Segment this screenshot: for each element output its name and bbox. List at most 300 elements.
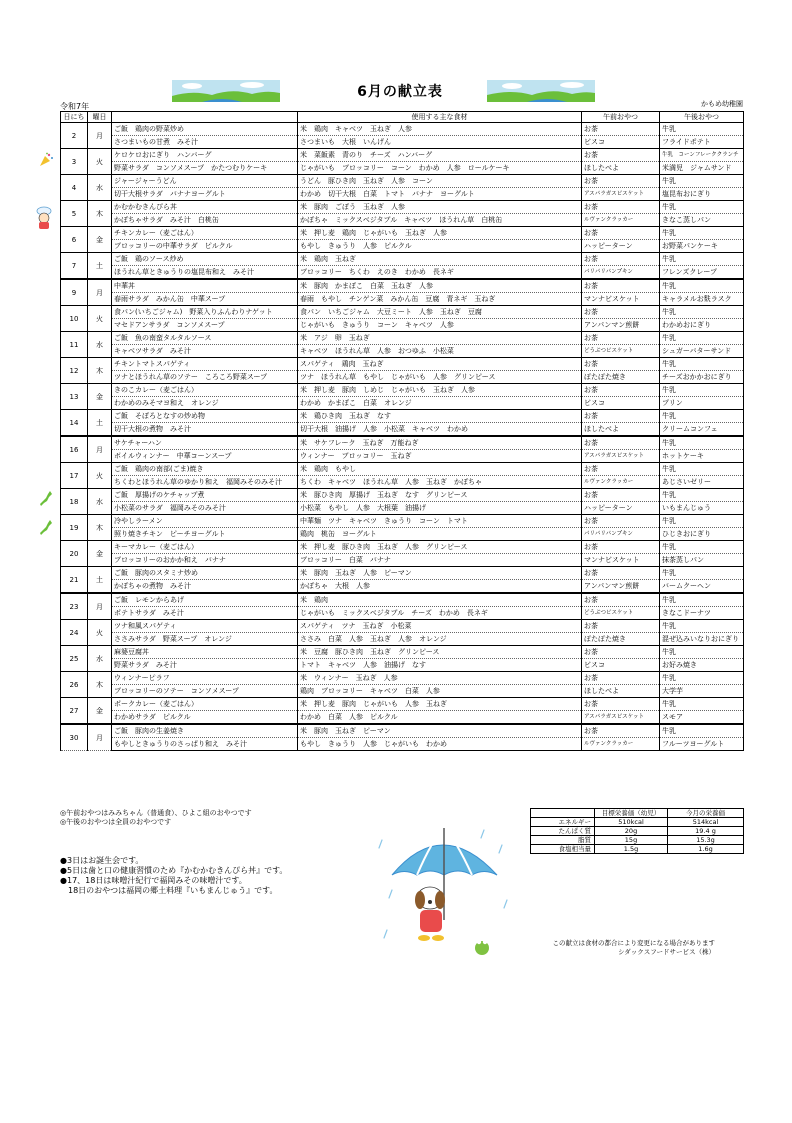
dow-cell: 月 [88, 724, 112, 751]
pm-snack-drink: 牛乳 [660, 489, 744, 502]
am-snack-item: ビスコ [582, 659, 660, 672]
table-row [61, 659, 744, 672]
pm-snack-item: バームクーヘン [660, 580, 744, 594]
ingredients-side: ツナ ほうれん草 もやし じゃがいも 人参 グリンピース [298, 371, 582, 384]
pm-snack-drink: 牛乳 [660, 279, 744, 293]
party-popper-icon [38, 152, 54, 168]
ingredients-side: わかめ 白菜 人参 ピルクル [298, 711, 582, 725]
table-row [61, 345, 744, 358]
header-menu [112, 112, 298, 123]
ingredients-main: 米 押し麦 豚肉 じゃがいも 人参 玉ねぎ [298, 698, 582, 711]
pm-snack-drink: 牛乳 [660, 672, 744, 685]
pm-snack-drink: 牛乳 [660, 463, 744, 476]
note-line: ◎午前おやつはみみちゃん（普通食）、ひよこ組のおやつです [60, 809, 252, 817]
menu-side: 切干大根サラダ バナナヨーグルト [112, 188, 298, 201]
menu-main: 中華丼 [112, 279, 298, 293]
am-snack-drink: お茶 [582, 149, 660, 162]
ingredients-main: 米 豚肉 かまぼこ 白菜 玉ねぎ 人参 [298, 279, 582, 293]
ingredients-main: 米 押し麦 豚肉 しめじ じゃがいも 玉ねぎ 人参 [298, 384, 582, 397]
am-snack-drink: お茶 [582, 567, 660, 580]
nutrient-value: 15g [595, 836, 668, 845]
table-row [61, 188, 744, 201]
am-snack-item: アンパンマン煎餅 [582, 580, 660, 594]
table-row [61, 123, 744, 136]
table-row [61, 528, 744, 541]
nutrient-name: エネルギー [531, 818, 595, 827]
landscape-banner-right [487, 80, 595, 102]
event-line: ●3日はお誕生会です。 [60, 856, 144, 865]
day-cell: 9 [61, 279, 88, 306]
nutrition-header [531, 809, 595, 818]
pm-snack-drink: 牛乳 [660, 646, 744, 659]
day-cell: 23 [61, 593, 88, 620]
menu-side: キャベツサラダ みそ汁 [112, 345, 298, 358]
am-snack-item: マンナビスケット [582, 554, 660, 567]
menu-side: もやしときゅうりのさっぱり和え みそ汁 [112, 738, 298, 751]
header-ingredients: 使用する主な食材 [298, 112, 582, 123]
dow-cell: 火 [88, 149, 112, 175]
am-snack-drink: お茶 [582, 123, 660, 136]
am-snack-item: ルヴァンクラッカー [582, 738, 660, 751]
dow-cell: 月 [88, 123, 112, 149]
pm-snack-item: 米満児 ジャムサンド [660, 162, 744, 175]
dow-cell: 金 [88, 384, 112, 410]
menu-side: わかめサラダ ピルクル [112, 711, 298, 725]
nutrient-name: 食塩相当量 [531, 845, 595, 854]
table-row [61, 738, 744, 751]
pm-snack-drink: 牛乳 [660, 567, 744, 580]
japan-map-icon-18 [38, 519, 54, 537]
day-cell: 7 [61, 253, 88, 280]
table-row [61, 201, 744, 214]
ingredients-main: 米 サケフレーク 玉ねぎ 万能ねぎ [298, 436, 582, 450]
ingredients-main: 米 鶏肉 もやし [298, 463, 582, 476]
ingredients-main: 米 押し麦 豚ひき肉 玉ねぎ 人参 グリンピース [298, 541, 582, 554]
menu-side: ちくわとほうれん草のゆかり和え 福岡みそのみそ汁 [112, 476, 298, 489]
menu-side: かぼちゃの煮物 みそ汁 [112, 580, 298, 594]
snack-notes [60, 809, 252, 827]
am-snack-item: ほしたべよ [582, 685, 660, 698]
pm-snack-drink: 牛乳 [660, 436, 744, 450]
japan-map-icon-17 [38, 490, 54, 508]
pm-snack-item: 塩昆布おにぎり [660, 188, 744, 201]
pm-snack-item: あじさいゼリー [660, 476, 744, 489]
ingredients-side: 鶏肉 桃缶 ヨーグルト [298, 528, 582, 541]
menu-main: ご飯 豚肉のスタミナ炒め [112, 567, 298, 580]
table-row [61, 580, 744, 594]
pm-snack-item: いもまんじゅう [660, 502, 744, 515]
ingredients-side: じゃがいも きゅうり コーン キャベツ 人参 [298, 319, 582, 332]
ingredients-side: わかめ 切干大根 白菜 トマト バナナ ヨーグルト [298, 188, 582, 201]
table-row [61, 554, 744, 567]
event-line: ●5日は歯と口の健康習慣のため『かむかむきんぴら丼』です。 [60, 866, 288, 875]
ingredients-side: じゃがいも ミックスベジタブル チーズ わかめ 長ネギ [298, 607, 582, 620]
menu-side: ブロッコリーのソテー コンソメスープ [112, 685, 298, 698]
ingredients-main: 米 ウィンナー 玉ねぎ 人参 [298, 672, 582, 685]
ingredients-side: かぼちゃ ミックスベジタブル キャベツ ほうれん草 白桃缶 [298, 214, 582, 227]
am-snack-drink: お茶 [582, 489, 660, 502]
day-cell: 5 [61, 201, 88, 227]
header-dow: 曜日 [88, 112, 112, 123]
table-row [61, 410, 744, 423]
dow-cell: 月 [88, 436, 112, 463]
day-cell: 14 [61, 410, 88, 437]
menu-table [60, 111, 744, 751]
nutrient-value: 514kcal [668, 818, 744, 827]
dow-cell: 金 [88, 227, 112, 253]
dow-cell: 水 [88, 175, 112, 201]
am-snack-item: アンパンマン煎餅 [582, 319, 660, 332]
am-snack-item: アスパラガスビスケット [582, 711, 660, 725]
pm-snack-item: チーズおかかおにぎり [660, 371, 744, 384]
ingredients-side: じゃがいも ブロッコリー コーン わかめ 人参 ロールケーキ [298, 162, 582, 175]
table-header-row [61, 112, 744, 123]
table-row [61, 279, 744, 293]
am-snack-item: ビスコ [582, 397, 660, 410]
am-snack-drink: お茶 [582, 593, 660, 607]
table-row [61, 593, 744, 607]
pm-snack-drink: 牛乳 [660, 593, 744, 607]
table-row [61, 541, 744, 554]
dow-cell: 土 [88, 410, 112, 437]
pm-snack-item: フライドポテト [660, 136, 744, 149]
ingredients-main: 米 豚肉 玉ねぎ 人参 ピーマン [298, 567, 582, 580]
day-cell: 12 [61, 358, 88, 384]
am-snack-drink: お茶 [582, 279, 660, 293]
table-row [61, 423, 744, 437]
menu-main: ご飯 レモンからあげ [112, 593, 298, 607]
events-list [60, 856, 287, 896]
umbrella-dog-illustration [372, 820, 520, 960]
am-snack-drink: お茶 [582, 724, 660, 738]
footer-company: シダックスフードサービス（株） [618, 948, 715, 956]
nutrient-value: 1.5g [595, 845, 668, 854]
ingredients-main: 米 鶏肉 キャベツ 玉ねぎ 人参 [298, 123, 582, 136]
table-row [61, 515, 744, 528]
table-row [61, 567, 744, 580]
event-line: ●17、18日は味噌汁紀行で福岡みその味噌汁です。 [60, 876, 247, 885]
table-row [61, 253, 744, 266]
dow-cell: 火 [88, 620, 112, 646]
pm-snack-item: 抹茶蒸しパン [660, 554, 744, 567]
ingredients-main: 米 鶏肉 玉ねぎ [298, 253, 582, 266]
am-snack-drink: お茶 [582, 201, 660, 214]
menu-side: 切干大根の煮物 みそ汁 [112, 423, 298, 437]
am-snack-item: ハッピーターン [582, 240, 660, 253]
pm-snack-drink: 牛乳 [660, 201, 744, 214]
am-snack-drink: お茶 [582, 672, 660, 685]
menu-side: ポテトサラダ みそ汁 [112, 607, 298, 620]
nutrition-row [531, 836, 744, 845]
menu-side: 照り焼きチキン ピーチヨーグルト [112, 528, 298, 541]
am-snack-drink: お茶 [582, 436, 660, 450]
menu-side: マセドアンサラダ コンソメスープ [112, 319, 298, 332]
ingredients-side: ささみ 白菜 人参 玉ねぎ 人参 オレンジ [298, 633, 582, 646]
menu-main: ウィンナーピラフ [112, 672, 298, 685]
school-name: かもめ幼稚園 [701, 100, 743, 108]
dow-cell: 月 [88, 593, 112, 620]
am-snack-item: パリパリパンプキン [582, 266, 660, 280]
page-title: 6月の献立表 [357, 84, 443, 100]
ingredients-side: 切干大根 油揚げ 人参 小松菜 キャベツ わかめ [298, 423, 582, 437]
dow-cell: 土 [88, 253, 112, 280]
menu-main: ご飯 鶏のソース炒め [112, 253, 298, 266]
dow-cell: 火 [88, 306, 112, 332]
ingredients-side: かぼちゃ 大根 人参 [298, 580, 582, 594]
pm-snack-drink: 牛乳 [660, 358, 744, 371]
ingredients-side: もやし きゅうり 人参 じゃがいも わかめ [298, 738, 582, 751]
menu-main: 冷やしラーメン [112, 515, 298, 528]
am-snack-drink: お茶 [582, 384, 660, 397]
pm-snack-item: ホットケーキ [660, 450, 744, 463]
pm-snack-drink: 牛乳 [660, 515, 744, 528]
menu-main: ご飯 鶏肉の南部(ごま)焼き [112, 463, 298, 476]
landscape-banner-left [172, 80, 280, 102]
pm-snack-drink: 牛乳 [660, 384, 744, 397]
ingredients-side: もやし きゅうり 人参 ピルクル [298, 240, 582, 253]
ingredients-main: 食パン いちごジャム 大豆ミート 人参 玉ねぎ 豆腐 [298, 306, 582, 319]
pm-snack-item: きなこドーナツ [660, 607, 744, 620]
dow-cell: 金 [88, 541, 112, 567]
nutrient-name: 脂質 [531, 836, 595, 845]
ingredients-side: キャベツ ほうれん草 人参 おつゆふ 小松菜 [298, 345, 582, 358]
menu-main: きのこカレー（麦ごはん） [112, 384, 298, 397]
day-cell: 2 [61, 123, 88, 149]
pm-snack-drink: 牛乳 コーンフレーククランチ [660, 149, 744, 162]
dow-cell: 火 [88, 463, 112, 489]
menu-main: ご飯 魚の南蛮タルタルソース [112, 332, 298, 345]
day-cell: 19 [61, 515, 88, 541]
table-row [61, 672, 744, 685]
day-cell: 6 [61, 227, 88, 253]
ingredients-main: 米 豚肉 玉ねぎ ピーマン [298, 724, 582, 738]
ingredients-main: 米 豚肉 ごぼう 玉ねぎ 人参 [298, 201, 582, 214]
ingredients-main: 中華麺 ツナ キャベツ きゅうり コーン トマト [298, 515, 582, 528]
pm-snack-drink: 牛乳 [660, 123, 744, 136]
am-snack-item: ルヴァンクラッカー [582, 476, 660, 489]
pm-snack-item: お野菜パンケーキ [660, 240, 744, 253]
pm-snack-drink: 牛乳 [660, 698, 744, 711]
menu-main: サケチャーハン [112, 436, 298, 450]
pm-snack-drink: 牛乳 [660, 306, 744, 319]
day-cell: 24 [61, 620, 88, 646]
pm-snack-item: お好み焼き [660, 659, 744, 672]
am-snack-drink: お茶 [582, 620, 660, 633]
menu-side: 春雨サラダ みかん缶 中華スープ [112, 293, 298, 306]
table-row [61, 149, 744, 162]
day-cell: 20 [61, 541, 88, 567]
table-row [61, 463, 744, 476]
table-row [61, 724, 744, 738]
ingredients-side: さつまいも 大根 いんげん [298, 136, 582, 149]
pm-snack-item: きなこ蒸しパン [660, 214, 744, 227]
table-row [61, 646, 744, 659]
am-snack-drink: お茶 [582, 698, 660, 711]
am-snack-drink: お茶 [582, 227, 660, 240]
menu-main: キーマカレー（麦ごはん） [112, 541, 298, 554]
ingredients-main: 米 押し麦 鶏肉 じゃがいも 玉ねぎ 人参 [298, 227, 582, 240]
ingredients-main: うどん 豚ひき肉 玉ねぎ 人参 コーン [298, 175, 582, 188]
footer-disclaimer: この献立は食材の都合により変更になる場合があります [552, 939, 715, 947]
pm-snack-item: ひじきおにぎり [660, 528, 744, 541]
menu-side: 野菜サラダ みそ汁 [112, 659, 298, 672]
table-row [61, 489, 744, 502]
am-snack-item: どうぶつビスケット [582, 607, 660, 620]
ingredients-side: ブロッコリー ちくわ えのき わかめ 長ネギ [298, 266, 582, 280]
menu-main: ケロケロおにぎり ハンバーグ [112, 149, 298, 162]
day-cell: 30 [61, 724, 88, 751]
note-line: ◎午後のおやつは全員のおやつです [60, 818, 172, 826]
am-snack-item: パリパリパンプキン [582, 528, 660, 541]
am-snack-item: ほしたべよ [582, 423, 660, 437]
day-cell: 16 [61, 436, 88, 463]
table-row [61, 698, 744, 711]
table-row [61, 162, 744, 175]
menu-main: 食パン(いちごジャム) 野菜入りふんわりナゲット [112, 306, 298, 319]
table-row [61, 502, 744, 515]
nutrient-value: 510kcal [595, 818, 668, 827]
menu-main: ポークカレー（麦ごはん） [112, 698, 298, 711]
menu-side: ブロッコリーのおかか和え バナナ [112, 554, 298, 567]
nutrition-header-row [531, 809, 744, 818]
menu-main: チキンカレー（麦ごはん） [112, 227, 298, 240]
table-row [61, 293, 744, 306]
day-cell: 10 [61, 306, 88, 332]
menu-main: チキントマトスパゲティ [112, 358, 298, 371]
menu-side: さつまいもの甘煮 みそ汁 [112, 136, 298, 149]
dow-cell: 月 [88, 279, 112, 306]
menu-side: ツナとほうれん草のソテー ころころ野菜スープ [112, 371, 298, 384]
menu-main: ご飯 そぼろとなすの炒め物 [112, 410, 298, 423]
table-row [61, 306, 744, 319]
day-cell: 26 [61, 672, 88, 698]
nutrient-value: 19.4 g [668, 827, 744, 836]
am-snack-drink: お茶 [582, 175, 660, 188]
menu-main: ジャージャーうどん [112, 175, 298, 188]
am-snack-drink: お茶 [582, 463, 660, 476]
ingredients-side: わかめ かまぼこ 白菜 オレンジ [298, 397, 582, 410]
am-snack-drink: お茶 [582, 646, 660, 659]
dow-cell: 金 [88, 698, 112, 725]
ingredients-main: 米 アジ 卵 玉ねぎ [298, 332, 582, 345]
nutrient-value: 1.6g [668, 845, 744, 854]
day-cell: 11 [61, 332, 88, 358]
menu-main: ご飯 豚肉の生姜焼き [112, 724, 298, 738]
day-cell: 18 [61, 489, 88, 515]
dow-cell: 水 [88, 489, 112, 515]
dow-cell: 土 [88, 567, 112, 594]
table-row [61, 358, 744, 371]
menu-main: ツナ和風スパゲティ [112, 620, 298, 633]
pm-snack-item: プリン [660, 397, 744, 410]
header-pm-snack: 午後おやつ [660, 112, 744, 123]
menu-side: ボイルウィンナー 中華コーンスープ [112, 450, 298, 463]
ingredients-side: 春雨 もやし チンゲン菜 みかん缶 豆腐 青ネギ 玉ねぎ [298, 293, 582, 306]
nutrition-row [531, 827, 744, 836]
pm-snack-drink: 牛乳 [660, 541, 744, 554]
day-cell: 4 [61, 175, 88, 201]
table-row [61, 319, 744, 332]
dow-cell: 木 [88, 358, 112, 384]
nutrient-value: 15.3g [668, 836, 744, 845]
am-snack-drink: お茶 [582, 332, 660, 345]
table-row [61, 332, 744, 345]
nutrient-value: 20g [595, 827, 668, 836]
ingredients-side: ウィンナー ブロッコリー 玉ねぎ [298, 450, 582, 463]
table-row [61, 476, 744, 489]
ingredients-side: 小松菜 もやし 人参 大根葉 油揚げ [298, 502, 582, 515]
table-row [61, 371, 744, 384]
table-row [61, 450, 744, 463]
am-snack-drink: お茶 [582, 515, 660, 528]
pm-snack-item: クリームコンフェ [660, 423, 744, 437]
menu-side: 野菜サラダ コンソメスープ かたつむりケーキ [112, 162, 298, 175]
table-row [61, 266, 744, 280]
table-row [61, 436, 744, 450]
pm-snack-item: シュガーバターサンド [660, 345, 744, 358]
ingredients-main: スパゲティ 鶏肉 玉ねぎ [298, 358, 582, 371]
ingredients-side: ちくわ キャベツ ほうれん草 人参 玉ねぎ かぼちゃ [298, 476, 582, 489]
dow-cell: 水 [88, 646, 112, 672]
ingredients-side: トマト キャベツ 人参 油揚げ なす [298, 659, 582, 672]
pm-snack-item: フレンズクレープ [660, 266, 744, 280]
header-date: 日にち [61, 112, 88, 123]
ingredients-main: 米 鶏肉 [298, 593, 582, 607]
am-snack-item: ぽたぽた焼き [582, 633, 660, 646]
pm-snack-item: スモア [660, 711, 744, 725]
menu-side: ほうれん草ときゅうりの塩昆布和え みそ汁 [112, 266, 298, 280]
am-snack-drink: お茶 [582, 253, 660, 266]
menu-side: かぼちゃサラダ みそ汁 白桃缶 [112, 214, 298, 227]
table-row [61, 607, 744, 620]
am-snack-item: アスパラガスビスケット [582, 450, 660, 463]
ingredients-main: 米 菜飯素 青のり チーズ ハンバーグ [298, 149, 582, 162]
ingredients-main: 米 鶏ひき肉 玉ねぎ なす [298, 410, 582, 423]
day-cell: 3 [61, 149, 88, 175]
am-snack-item: アスパラガスビスケット [582, 188, 660, 201]
nutrition-row [531, 845, 744, 854]
table-row [61, 214, 744, 227]
am-snack-drink: お茶 [582, 306, 660, 319]
table-row [61, 685, 744, 698]
table-row [61, 711, 744, 725]
chef-character-icon [34, 206, 54, 230]
nutrition-table [530, 808, 744, 854]
dow-cell: 木 [88, 201, 112, 227]
pm-snack-drink: 牛乳 [660, 410, 744, 423]
header-am-snack: 午前おやつ [582, 112, 660, 123]
am-snack-item: ぽたぽた焼き [582, 371, 660, 384]
nutrient-name: たんぱく質 [531, 827, 595, 836]
menu-main: かむかむきんぴら丼 [112, 201, 298, 214]
pm-snack-drink: 牛乳 [660, 227, 744, 240]
am-snack-item: ハッピーターン [582, 502, 660, 515]
menu-side: ブロッコリーの中華サラダ ピルクル [112, 240, 298, 253]
menu-side: わかめのみそマヨ和え オレンジ [112, 397, 298, 410]
dow-cell: 木 [88, 672, 112, 698]
ingredients-main: スパゲティ ツナ 玉ねぎ 小松菜 [298, 620, 582, 633]
day-cell: 21 [61, 567, 88, 594]
pm-snack-item: 混ぜ込みいなりおにぎり [660, 633, 744, 646]
day-cell: 13 [61, 384, 88, 410]
ingredients-side: ブロッコリー 白菜 バナナ [298, 554, 582, 567]
day-cell: 17 [61, 463, 88, 489]
menu-main: ご飯 鶏肉の野菜炒め [112, 123, 298, 136]
dow-cell: 木 [88, 515, 112, 541]
am-snack-item: ほしたべよ [582, 162, 660, 175]
footer [540, 939, 715, 957]
am-snack-drink: お茶 [582, 410, 660, 423]
